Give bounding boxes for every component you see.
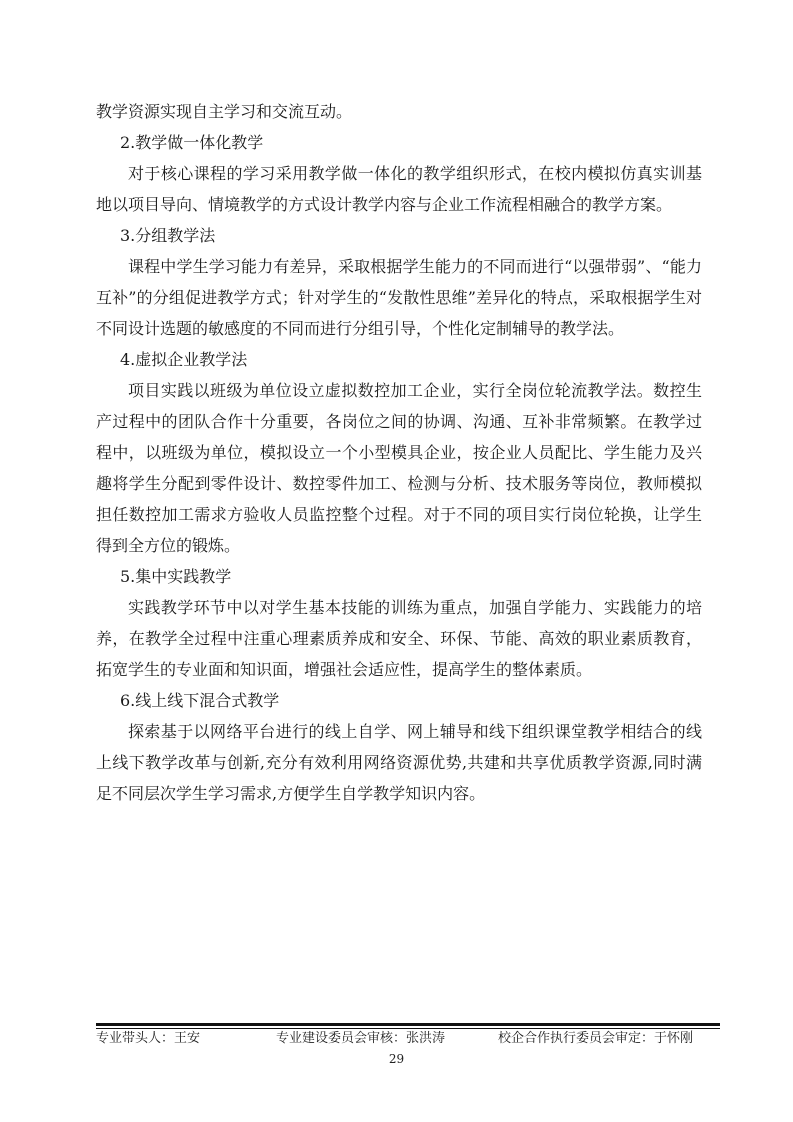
footer-divider-thin: [96, 1028, 720, 1029]
section-heading-3: 3.分组教学法: [120, 226, 216, 245]
document-body: [96, 96, 702, 809]
section-heading-6: 6.线上线下混合式教学: [120, 691, 280, 710]
section-paragraph-3: 课程中学生学习能力有差异，采取根据学生能力的不同而进行“以强带弱”、“能力互补”的分组促进教学方式；针对学生的“发散性思维”差异化的特点，采取根据学生对不同设计选题的敏感度的不同而进行分组引导，个性化定制辅导的教学法。: [96, 257, 702, 338]
footer-executive-approval: 校企合作执行委员会审定：于怀刚: [498, 1031, 694, 1046]
section-paragraph-5: 实践教学环节中以对学生基本技能的训练为重点，加强自学能力、实践能力的培养，在教学全过程中注重心理素质养成和安全、环保、节能、高效的职业素质教育，拓宽学生的专业面和知识面，增强社会适应性，提高学生的整体素质。: [96, 598, 702, 679]
section-heading-2: 2.教学做一体化教学: [120, 133, 264, 152]
section-paragraph-6: 探索基于以网络平台进行的线上自学、网上辅导和线下组织课堂教学相结合的线上线下教学改革与创新,充分有效利用网络资源优势,共建和共享优质教学资源,同时满足不同层次学生学习需求,方便学生自学教学知识内容。: [96, 722, 702, 803]
footer-committee-review: 专业建设委员会审核：张洪涛: [276, 1031, 446, 1046]
footer-divider-thick: [96, 1023, 720, 1026]
section-heading-5: 5.集中实践教学: [120, 567, 232, 586]
section-paragraph-4: 项目实践以班级为单位设立虚拟数控加工企业，实行全岗位轮流教学法。数控生产过程中的团队合作十分重要，各岗位之间的协调、沟通、互补非常频繁。在教学过程中，以班级为单位，模拟设立一个小型模具企业，按企业人员配比、学生能力及兴趣将学生分配到零件设计、数控零件加工、检测与分析、技术服务等岗位，教师模拟担任数控加工需求方验收人员监控整个过程。对于不同的项目实行岗位轮换，让学生得到全方位的锻炼。: [96, 381, 702, 555]
intro-line: 教学资源实现自主学习和交流互动。: [96, 102, 353, 121]
footer-leader: 专业带头人：王安: [96, 1031, 201, 1046]
page-number: 29: [388, 1052, 405, 1066]
section-paragraph-2: 对于核心课程的学习采用教学做一体化的教学组织形式，在校内模拟仿真实训基地以项目导向、情境教学的方式设计教学内容与企业工作流程相融合的教学方案。: [96, 164, 702, 214]
section-heading-4: 4.虚拟企业教学法: [120, 350, 248, 369]
